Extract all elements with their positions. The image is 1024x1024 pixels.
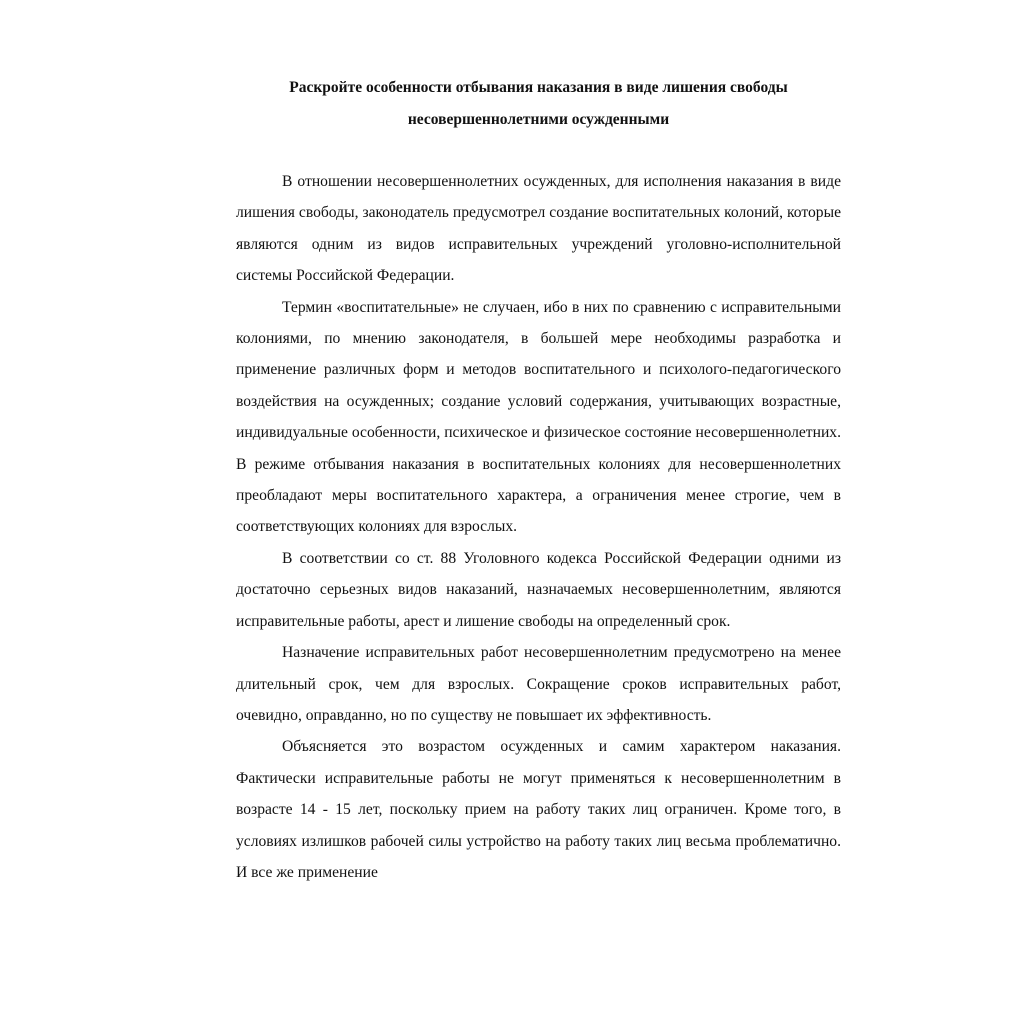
title-line-1: Раскройте особенности отбывания наказания в виде лишения свободы: [289, 79, 788, 96]
paragraph-2: Термин «воспитательные» не случаен, ибо в них по сравнению с исправительными колониями, по мнению законодателя, в большей мере необходимы разработка и применение различных форм и методов воспитательного и психолого-педагогического воздействия на осужденных; создание условий содержания, учитывающих возрастные, индивидуальные особенности, психическое и физическое состояние несовершеннолетних. В режиме отбывания наказания в воспитательных колониях для несовершеннолетних преобладают меры воспитательного характера, а ограничения менее строгие, чем в соответствующих колониях для взрослых.: [236, 298, 841, 536]
title-line-2: несовершеннолетними осужденными: [407, 110, 670, 128]
document-body: [236, 166, 841, 888]
paragraph-1: В отношении несовершеннолетних осужденных, для исполнения наказания в виде лишения свободы, законодатель предусмотрел создание воспитательных колоний, которые являются одним из видов исправительных учреждений уголовно-исполнительной системы Российской Федерации.: [236, 173, 841, 285]
document-title: [236, 72, 841, 135]
document-page: [236, 72, 841, 888]
paragraph-3: В соответствии со ст. 88 Уголовного кодекса Российской Федерации одними из достаточно серьезных видов наказаний, назначаемых несовершеннолетним, являются исправительные работы, арест и лишение свободы на определенный срок.: [236, 549, 841, 630]
paragraph-4: Назначение исправительных работ несовершеннолетним предусмотрено на менее длительный срок, чем для взрослых. Сокращение сроков исправительных работ, очевидно, оправданно, но по существу не повышает их эффективность.: [236, 644, 841, 724]
paragraph-5: Объясняется это возрастом осужденных и самим характером наказания. Фактически исправительные работы не могут применяться к несовершеннолетним в возрасте 14 - 15 лет, поскольку прием на работу таких лиц ограничен. Кроме того, в условиях излишков рабочей силы устройство на работу таких лиц весьма проблематично. И все же применение: [236, 738, 841, 881]
